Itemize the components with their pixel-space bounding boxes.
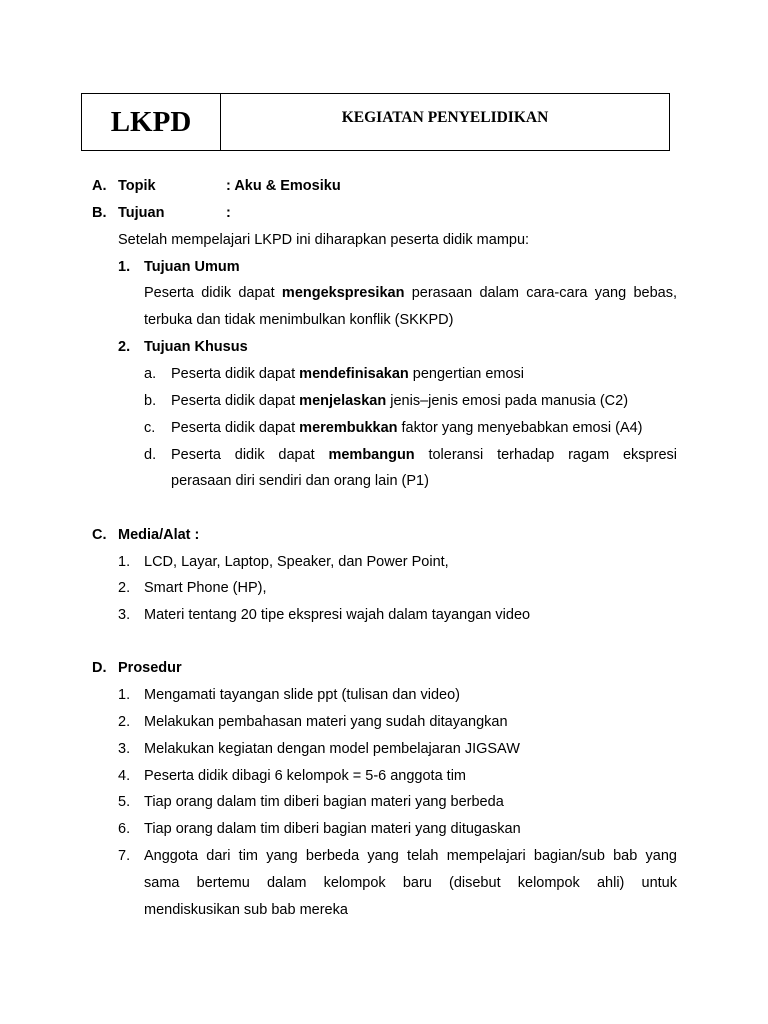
section-c-marker: C. <box>92 527 107 543</box>
section-d-title: Prosedur <box>118 660 182 676</box>
section-a-value: : Aku & Emosiku <box>226 178 341 194</box>
tujuan-khusus-marker: 2. <box>118 339 131 355</box>
khusus-a-marker: a. <box>144 366 157 382</box>
media-item: Materi tentang 20 tipe ekspresi wajah dalam tayangan video <box>144 607 531 623</box>
prosedur-marker: 4. <box>118 768 131 784</box>
tujuan-umum-title: Tujuan Umum <box>144 259 240 275</box>
khusus-b-text: Peserta didik dapat menjelaskan jenis–jenis emosi pada manusia (C2) <box>171 393 629 409</box>
media-item-marker: 2. <box>118 580 131 596</box>
prosedur-item: Melakukan kegiatan dengan model pembelajaran JIGSAW <box>144 741 520 757</box>
khusus-b-marker: b. <box>144 393 157 409</box>
tujuan-khusus-title: Tujuan Khusus <box>144 339 248 355</box>
prosedur-marker: 3. <box>118 741 131 757</box>
section-c-title: Media/Alat : <box>118 527 200 543</box>
section-a-label: Topik <box>118 178 156 194</box>
prosedur-marker: 1. <box>118 687 131 703</box>
khusus-d-line2: perasaan diri sendiri dan orang lain (P1) <box>171 473 429 489</box>
prosedur-item: Mengamati tayangan slide ppt (tulisan dan video) <box>144 687 460 703</box>
prosedur-item-7-line3: mendiskusikan sub bab mereka <box>144 902 348 918</box>
prosedur-item: Peserta didik dibagi 6 kelompok = 5-6 anggota tim <box>144 768 467 784</box>
prosedur-item: Tiap orang dalam tim diberi bagian materi yang ditugaskan <box>144 821 521 837</box>
prosedur-marker: 5. <box>118 794 131 810</box>
section-b-label: Tujuan <box>118 205 165 221</box>
section-b-colon: : <box>226 205 231 221</box>
prosedur-marker: 2. <box>118 714 131 730</box>
header-lkpd: LKPD <box>82 94 221 150</box>
media-item: Smart Phone (HP), <box>144 580 267 596</box>
tujuan-umum-line1: Peserta didik dapat mengekspresikan perasaan dalam cara-cara yang bebas, <box>144 285 677 301</box>
khusus-a-text: Peserta didik dapat mendefinisakan pengertian emosi <box>171 366 525 382</box>
prosedur-item: Tiap orang dalam tim diberi bagian materi yang berbeda <box>144 794 504 810</box>
prosedur-marker: 6. <box>118 821 131 837</box>
section-b-marker: B. <box>92 205 107 221</box>
khusus-c-text: Peserta didik dapat merembukkan faktor yang menyebabkan emosi (A4) <box>171 420 643 436</box>
khusus-c-marker: c. <box>144 420 156 436</box>
header-title: KEGIATAN PENYELIDIKAN <box>341 109 549 126</box>
khusus-d-line1: Peserta didik dapat membangun toleransi terhadap ragam ekspresi <box>171 447 677 463</box>
media-item-marker: 3. <box>118 607 131 623</box>
media-item-marker: 1. <box>118 554 131 570</box>
prosedur-item-7-line2: sama bertemu dalam kelompok baru (disebut kelompok ahli) untuk <box>144 875 677 891</box>
section-d-marker: D. <box>92 660 107 676</box>
section-b-intro: Setelah mempelajari LKPD ini diharapkan peserta didik mampu: <box>118 232 530 248</box>
header-table <box>81 93 670 151</box>
prosedur-item: Melakukan pembahasan materi yang sudah ditayangkan <box>144 714 508 730</box>
tujuan-umum-line2: terbuka dan tidak menimbulkan konflik (SKKPD) <box>144 312 454 328</box>
tujuan-umum-marker: 1. <box>118 259 131 275</box>
khusus-d-marker: d. <box>144 447 157 463</box>
section-a-marker: A. <box>92 178 107 194</box>
prosedur-item-7-line1: Anggota dari tim yang berbeda yang telah mempelajari bagian/sub bab yang <box>144 848 677 864</box>
media-item: LCD, Layar, Laptop, Speaker, dan Power Point, <box>144 554 449 570</box>
prosedur-marker: 7. <box>118 848 131 864</box>
